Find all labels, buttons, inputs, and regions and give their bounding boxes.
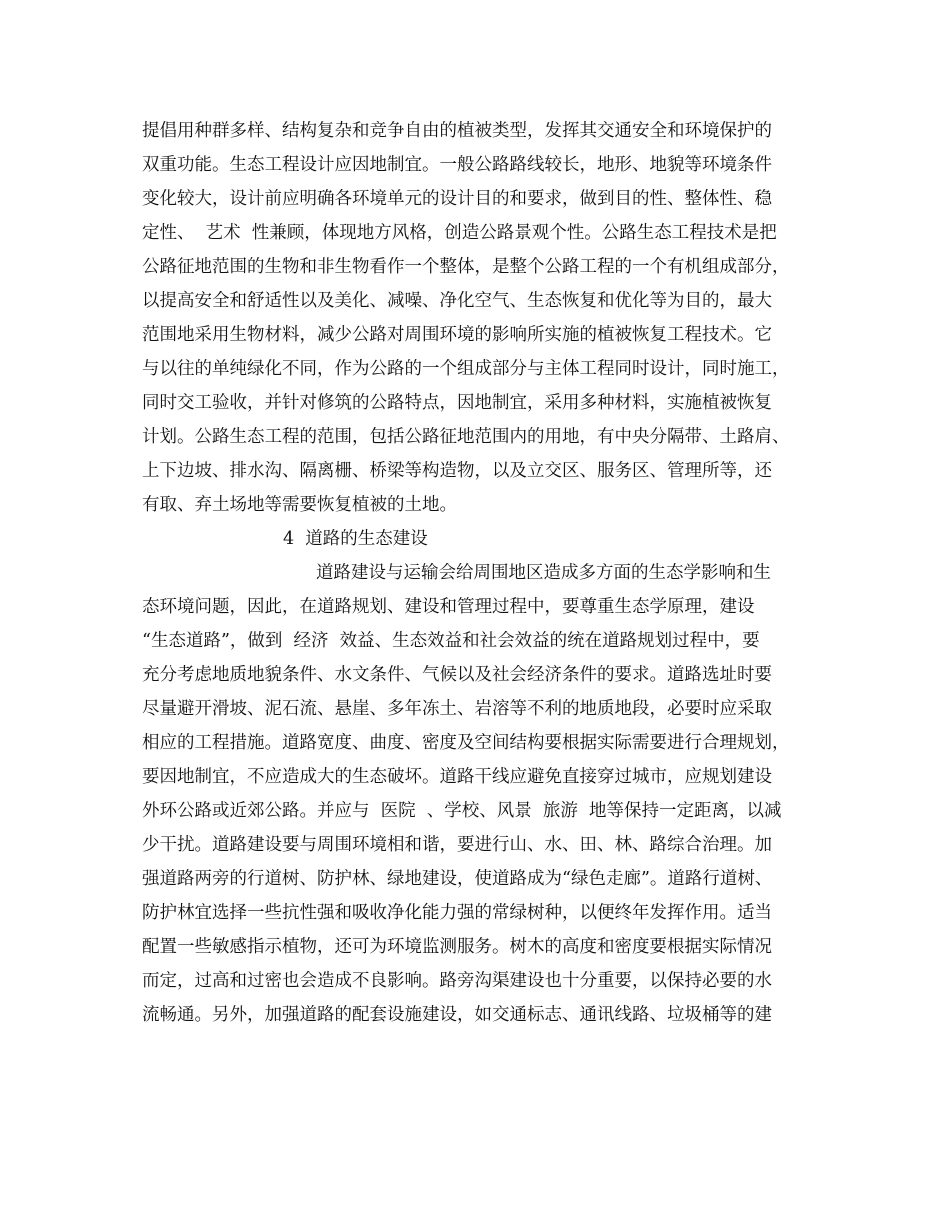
paragraph-line: 定性、 艺术 性兼顾，体现地方风格，创造公路景观个性。公路生态工程技术是把 — [142, 223, 777, 243]
paragraph-line: 强道路两旁的行道树、防护林、绿地建设，使道路成为“绿色走廊”。道路行道树、 — [142, 869, 773, 889]
paragraph-line: 配置一些敏感指示植物，还可为环境监测服务。树木的高度和密度要根据实际情况 — [142, 937, 772, 957]
paragraph-line: 而定，过高和过密也会造成不良影响。路旁沟渠建设也十分重要，以保持必要的水 — [142, 971, 772, 991]
paragraph-line: 提倡用种群多样、结构复杂和竞争自由的植被类型，发挥其交通安全和环境保护的 — [142, 121, 772, 141]
paragraph-line: 范围地采用生物材料，减少公路对周围环境的影响所实施的植被恢复工程技术。它 — [142, 325, 772, 345]
paragraph-line: 双重功能。生态工程设计应因地制宜。一般公路路线较长，地形、地貌等环境条件 — [142, 155, 772, 175]
paragraph-line: 要因地制宜，不应造成大的生态破坏。道路干线应避免直接穿过城市，应规划建设 — [142, 767, 772, 787]
paragraph-line: 相应的工程措施。道路宽度、曲度、密度及空间结构要根据实际需要进行合理规划， — [142, 733, 790, 753]
paragraph-line: 少干扰。道路建设要与周围环境相和谐，要进行山、水、田、林、路综合治理。加 — [142, 835, 772, 855]
paragraph-line: 有取、弃土场地等需要恢复植被的土地。 — [142, 495, 457, 515]
paragraph-line: 同时交工验收，并针对修筑的公路特点，因地制宜，采用多种材料，实施植被恢复 — [142, 393, 772, 413]
section-heading: 4 道路的生态建设 — [283, 529, 428, 549]
paragraph-line: 尽量避开滑坡、泥石流、悬崖、多年冻土、岩溶等不利的地质地段，必要时应采取 — [142, 699, 772, 719]
paragraph-line: 防护林宜选择一些抗性强和吸收净化能力强的常绿树种，以便终年发挥作用。适当 — [142, 903, 772, 923]
paragraph-line: 流畅通。另外，加强道路的配套设施建设，如交通标志、通讯线路、垃圾桶等的建 — [142, 1005, 772, 1025]
paragraph-line: 道路建设与运输会给周围地区造成多方面的生态学影响和生 — [316, 563, 771, 583]
paragraph-line: 以提高安全和舒适性以及美化、减噪、净化空气、生态恢复和优化等为目的，最大 — [142, 291, 772, 311]
paragraph-line: 上下边坡、排水沟、隔离栅、桥梁等构造物，以及立交区、服务区、管理所等，还 — [142, 461, 772, 481]
paragraph-line: 外环公路或近郊公路。并应与 医院 、学校、风景 旅游 地等保持一定距离，以减 — [142, 801, 782, 821]
paragraph-line: 计划。公路生态工程的范围，包括公路征地范围内的用地，有中央分隔带、土路肩、 — [142, 427, 790, 447]
paragraph-line: 态环境问题，因此，在道路规划、建设和管理过程中，要尊重生态学原理，建设 — [142, 597, 755, 617]
paragraph-line: 变化较大，设计前应明确各环境单元的设计目的和要求，做到目的性、整体性、稳 — [142, 189, 772, 209]
paragraph-line: 公路征地范围的生物和非生物看作一个整体，是整个公路工程的一个有机组成部分， — [142, 257, 790, 277]
paragraph-line: 与以往的单纯绿化不同，作为公路的一个组成部分与主体工程同时设计，同时施工， — [142, 359, 790, 379]
paragraph-line: “生态道路”，做到 经济 效益、生态效益和社会效益的统在道路规划过程中，要 — [142, 631, 760, 651]
paragraph-line: 充分考虑地质地貌条件、水文条件、气候以及社会经济条件的要求。道路选址时要 — [142, 665, 772, 685]
